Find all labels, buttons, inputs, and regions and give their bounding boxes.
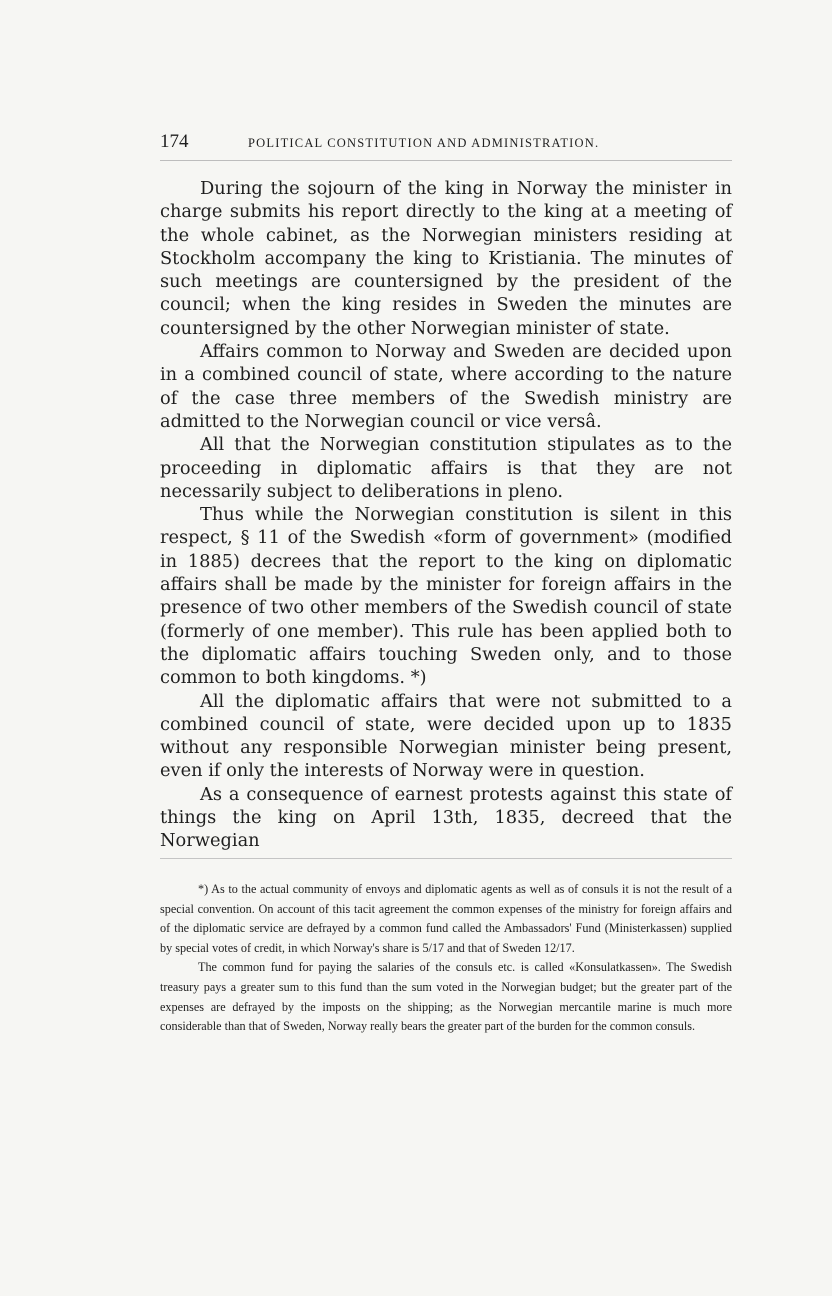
paragraph: Affairs common to Norway and Sweden are decided upon in a combined council of state, where according to the nature of the case three members of the Swedish ministry are admitted to the Norwegian council or vice versâ. <box>160 341 732 432</box>
running-head: POLITICAL CONSTITUTION AND ADMINISTRATION. <box>248 136 600 150</box>
footnote-rule <box>160 858 732 859</box>
paragraph: As a consequence of earnest protests against this state of things the king on April 13th, 1835, decreed that the Norwegian <box>160 783 732 852</box>
footnote: The common fund for paying the salaries of the consuls etc. is called «Konsulatkassen». The Swedish treasury pays a greater sum to this fund than the sum voted in the Norwegian budget; but the greater part of the expenses are defrayed by the imposts on the shipping; as the Norwegian mercantile marine is much more considerable than that of Sweden, Norway really bears the greater part of the burden for the common consuls. <box>160 960 732 1034</box>
header-rule <box>160 160 732 161</box>
footnote: *) As to the actual community of envoys and diplomatic agents as well as of consuls it is not the result of a special convention. On account of this tacit agreement the common expenses of the ministry for foreign affairs and of the diplomatic service are defrayed by a common fund called the Ambassadors' Fund (Ministerkassen) supplied by special votes of credit, in which Norway's share is 5/17 and that of Sweden 12/17. <box>160 882 732 955</box>
paragraph: All the diplomatic affairs that were not submitted to a combined council of state, were decided upon up to 1835 without any responsible Norwegian minister being present, even if only the interests of Norway were in question. <box>160 690 732 782</box>
footnotes <box>160 880 732 1037</box>
page-number: 174 <box>160 131 189 152</box>
page-header <box>160 131 732 159</box>
paragraph: All that the Norwegian constitution stipulates as to the proceeding in diplomatic affairs is that they are not necessarily subject to deliberations in pleno. <box>160 434 732 502</box>
body-text <box>160 177 732 853</box>
paragraph: Thus while the Norwegian constitution is silent in this respect, § 11 of the Swedish «form of government» (modified in 1885) decrees that the report to the king on diplomatic affairs shall be made by the minister for foreign affairs in the presence of two other members of the Swedish council of state (formerly of one member). This rule has been applied both to the diplomatic affairs touching Sweden only, and to those common to both kingdoms. *) <box>160 504 732 689</box>
paragraph: During the sojourn of the king in Norway the minister in charge submits his report directly to the king at a meeting of the whole cabinet, as the Norwegian ministers residing at Stockholm accompany the king to Kristiania. The minutes of such meetings are countersigned by the president of the council; when the king resides in Sweden the minutes are countersigned by the other Norwegian minister of state. <box>160 178 732 339</box>
